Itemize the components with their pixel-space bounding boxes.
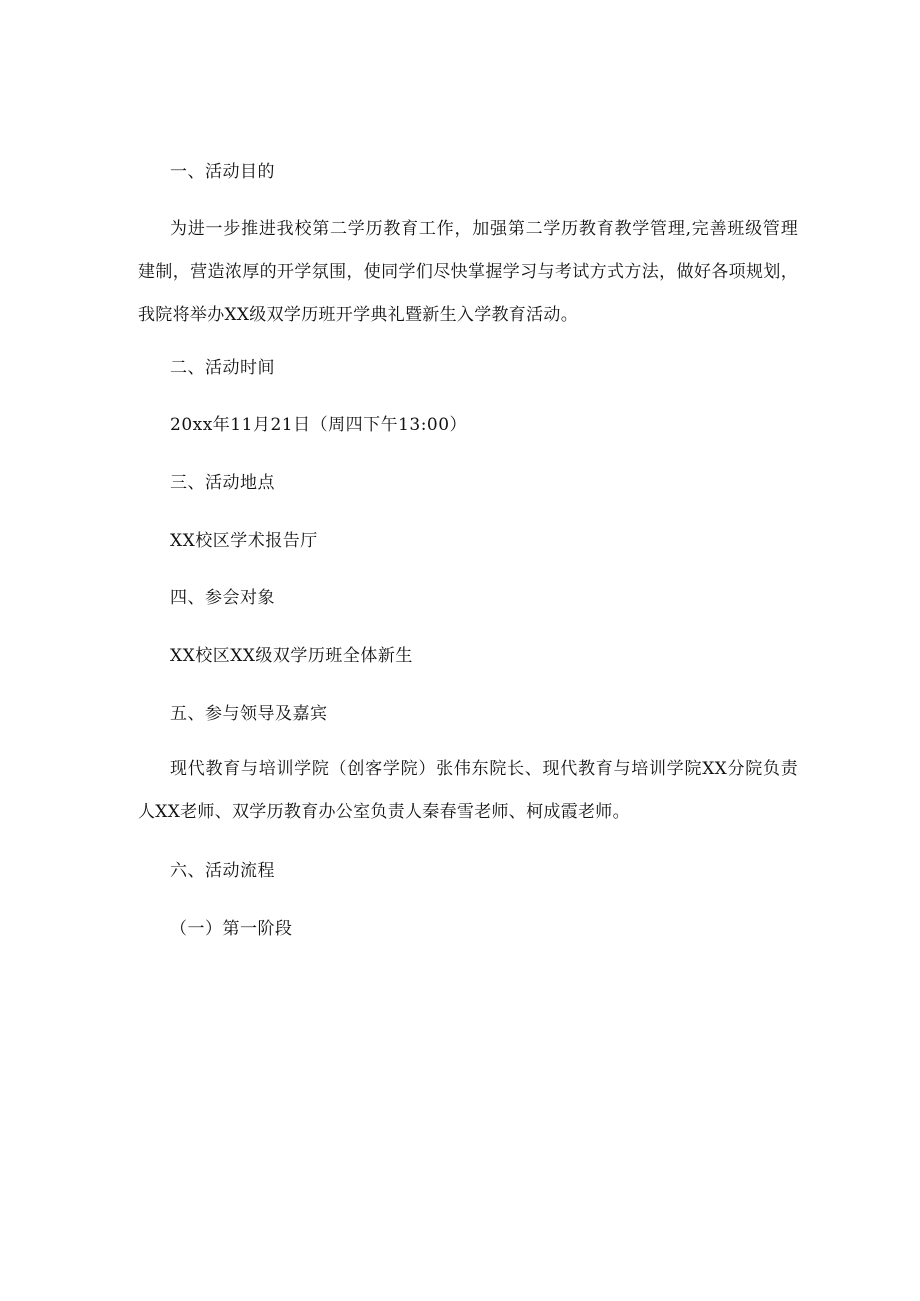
paragraph-attendees: XX校区XX级双学历班全体新生 bbox=[170, 646, 413, 666]
section-heading-guests: 五、参与领导及嘉宾 bbox=[170, 704, 328, 724]
paragraph-location: XX校区学术报告厅 bbox=[170, 531, 318, 551]
section-heading-process: 六、活动流程 bbox=[170, 861, 275, 881]
section-heading-location: 三、活动地点 bbox=[170, 473, 275, 493]
paragraph-purpose: 为进一步推进我校第二学历教育工作，加强第二学历教育教学管理,完善班级管理建制，营造浓厚的开学氛围，使同学们尽快掌握学习与考试方式方法，做好各项规划，我院将举办XX级双学历班开学典礼暨新生入学教育活动。 bbox=[138, 219, 798, 325]
section-heading-attendees: 四、参会对象 bbox=[170, 588, 275, 608]
section-heading-purpose: 一、活动目的 bbox=[170, 162, 275, 182]
section-heading-time: 二、活动时间 bbox=[170, 358, 275, 378]
paragraph-time: 20xx年11月21日（周四下午13:00） bbox=[170, 415, 468, 435]
paragraph-guests: 现代教育与培训学院（创客学院）张伟东院长、现代教育与培训学院XX分院负责人XX老师、双学历教育办公室负责人秦春雪老师、柯成霞老师。 bbox=[138, 759, 798, 822]
subheading-stage-one: （一）第一阶段 bbox=[170, 919, 293, 939]
